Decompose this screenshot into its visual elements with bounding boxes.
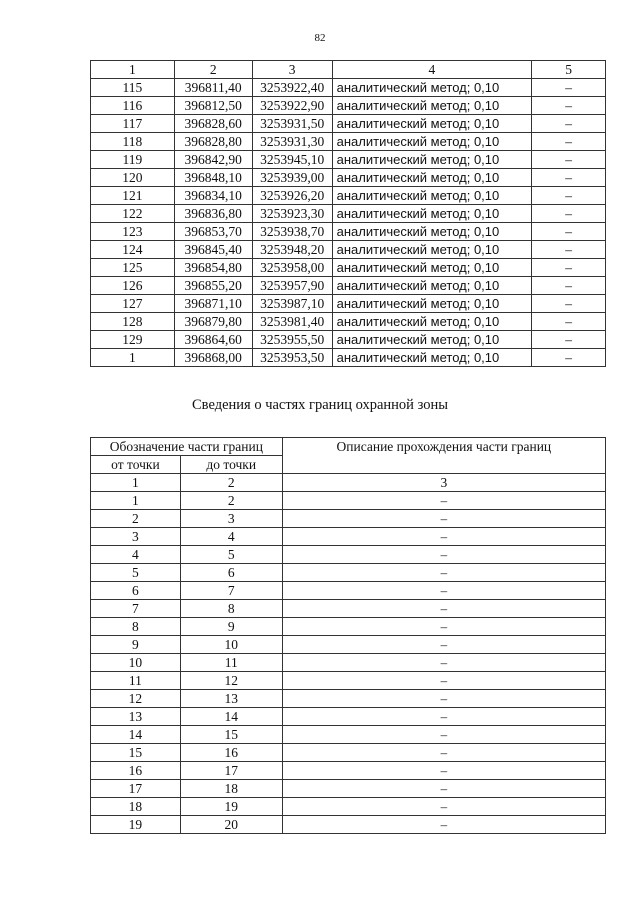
to-point-cell: 6	[180, 564, 282, 582]
point-number-cell: 121	[91, 187, 175, 205]
x-coordinate-cell: 396842,90	[174, 151, 252, 169]
boundary-description-cell: –	[282, 744, 605, 762]
boundary-description-cell: –	[282, 726, 605, 744]
description-cell: –	[532, 241, 606, 259]
description-cell: –	[532, 79, 606, 97]
from-point-cell: 10	[91, 654, 181, 672]
point-number-cell: 117	[91, 115, 175, 133]
x-coordinate-cell: 396879,80	[174, 313, 252, 331]
x-coordinate-cell: 396848,10	[174, 169, 252, 187]
description-cell: –	[532, 331, 606, 349]
col-header-2: 2	[174, 61, 252, 79]
method-accuracy-cell: аналитический метод; 0,10	[332, 97, 532, 115]
x-coordinate-cell: 396854,80	[174, 259, 252, 277]
table-row	[91, 618, 606, 636]
point-number-cell: 118	[91, 133, 175, 151]
boundary-description-cell: –	[282, 654, 605, 672]
y-coordinate-cell: 3253926,20	[252, 187, 332, 205]
y-coordinate-cell: 3253953,50	[252, 349, 332, 367]
table-row	[91, 277, 606, 295]
description-cell: –	[532, 133, 606, 151]
x-coordinate-cell: 396811,40	[174, 79, 252, 97]
from-point-cell: 1	[91, 492, 181, 510]
from-point-cell: 2	[91, 510, 181, 528]
boundary-description-header: Описание прохождения части границ	[282, 438, 605, 474]
to-point-cell: 15	[180, 726, 282, 744]
method-accuracy-cell: аналитический метод; 0,10	[332, 223, 532, 241]
point-number-cell: 120	[91, 169, 175, 187]
parts-col-number-3: 3	[282, 474, 605, 492]
table-row	[91, 259, 606, 277]
description-cell: –	[532, 169, 606, 187]
table-row	[91, 744, 606, 762]
to-point-cell: 10	[180, 636, 282, 654]
point-number-cell: 123	[91, 223, 175, 241]
description-cell: –	[532, 115, 606, 133]
description-cell: –	[532, 259, 606, 277]
table-row	[91, 546, 606, 564]
table-row	[91, 97, 606, 115]
from-point-cell: 19	[91, 816, 181, 834]
method-accuracy-cell: аналитический метод; 0,10	[332, 295, 532, 313]
table-row	[91, 295, 606, 313]
to-point-cell: 5	[180, 546, 282, 564]
x-coordinate-cell: 396834,10	[174, 187, 252, 205]
table-row	[91, 726, 606, 744]
section-title: Сведения о частях границ охранной зоны	[192, 397, 448, 413]
from-point-header: от точки	[91, 456, 181, 474]
from-point-cell: 5	[91, 564, 181, 582]
point-number-cell: 119	[91, 151, 175, 169]
y-coordinate-cell: 3253939,00	[252, 169, 332, 187]
from-point-cell: 7	[91, 600, 181, 618]
to-point-cell: 16	[180, 744, 282, 762]
table-row	[91, 600, 606, 618]
boundary-description-cell: –	[282, 582, 605, 600]
to-point-cell: 18	[180, 780, 282, 798]
boundary-description-cell: –	[282, 816, 605, 834]
table-row	[91, 133, 606, 151]
description-cell: –	[532, 151, 606, 169]
y-coordinate-cell: 3253938,70	[252, 223, 332, 241]
x-coordinate-cell: 396845,40	[174, 241, 252, 259]
to-point-cell: 9	[180, 618, 282, 636]
to-point-cell: 13	[180, 690, 282, 708]
point-number-cell: 116	[91, 97, 175, 115]
y-coordinate-cell: 3253955,50	[252, 331, 332, 349]
y-coordinate-cell: 3253931,50	[252, 115, 332, 133]
from-point-cell: 9	[91, 636, 181, 654]
point-number-cell: 127	[91, 295, 175, 313]
description-cell: –	[532, 349, 606, 367]
boundary-description-cell: –	[282, 672, 605, 690]
y-coordinate-cell: 3253922,40	[252, 79, 332, 97]
from-point-cell: 16	[91, 762, 181, 780]
parts-col-number-1: 1	[91, 474, 181, 492]
method-accuracy-cell: аналитический метод; 0,10	[332, 205, 532, 223]
method-accuracy-cell: аналитический метод; 0,10	[332, 259, 532, 277]
table-row	[91, 331, 606, 349]
col-header-5: 5	[532, 61, 606, 79]
point-number-cell: 124	[91, 241, 175, 259]
boundary-parts-table	[90, 437, 606, 834]
boundary-description-cell: –	[282, 528, 605, 546]
description-cell: –	[532, 187, 606, 205]
boundary-description-cell: –	[282, 762, 605, 780]
to-point-cell: 12	[180, 672, 282, 690]
x-coordinate-cell: 396855,20	[174, 277, 252, 295]
table-row	[91, 151, 606, 169]
page-number: 82	[314, 32, 326, 44]
x-coordinate-cell: 396868,00	[174, 349, 252, 367]
boundary-description-cell: –	[282, 708, 605, 726]
table-row	[91, 762, 606, 780]
x-coordinate-cell: 396828,80	[174, 133, 252, 151]
table-row	[91, 349, 606, 367]
table-row	[91, 708, 606, 726]
from-point-cell: 15	[91, 744, 181, 762]
col-header-4: 4	[332, 61, 532, 79]
table-row	[91, 510, 606, 528]
description-cell: –	[532, 295, 606, 313]
boundary-description-cell: –	[282, 690, 605, 708]
to-point-cell: 20	[180, 816, 282, 834]
method-accuracy-cell: аналитический метод; 0,10	[332, 151, 532, 169]
to-point-cell: 2	[180, 492, 282, 510]
method-accuracy-cell: аналитический метод; 0,10	[332, 241, 532, 259]
x-coordinate-cell: 396836,80	[174, 205, 252, 223]
method-accuracy-cell: аналитический метод; 0,10	[332, 79, 532, 97]
table-row	[91, 241, 606, 259]
method-accuracy-cell: аналитический метод; 0,10	[332, 313, 532, 331]
description-cell: –	[532, 313, 606, 331]
from-point-cell: 14	[91, 726, 181, 744]
table-row	[91, 582, 606, 600]
description-cell: –	[532, 277, 606, 295]
boundary-description-cell: –	[282, 636, 605, 654]
to-point-cell: 11	[180, 654, 282, 672]
coordinates-table	[90, 60, 606, 367]
table-row	[91, 564, 606, 582]
table-row	[91, 654, 606, 672]
point-number-cell: 125	[91, 259, 175, 277]
method-accuracy-cell: аналитический метод; 0,10	[332, 187, 532, 205]
x-coordinate-cell: 396871,10	[174, 295, 252, 313]
y-coordinate-cell: 3253981,40	[252, 313, 332, 331]
from-point-cell: 3	[91, 528, 181, 546]
method-accuracy-cell: аналитический метод; 0,10	[332, 349, 532, 367]
table-row	[91, 187, 606, 205]
table-row	[91, 690, 606, 708]
to-point-cell: 14	[180, 708, 282, 726]
boundary-part-designation-header: Обозначение части границ	[91, 438, 283, 456]
table-row	[91, 798, 606, 816]
y-coordinate-cell: 3253987,10	[252, 295, 332, 313]
to-point-cell: 3	[180, 510, 282, 528]
to-point-header: до точки	[180, 456, 282, 474]
table-row	[91, 528, 606, 546]
method-accuracy-cell: аналитический метод; 0,10	[332, 277, 532, 295]
boundary-description-cell: –	[282, 492, 605, 510]
from-point-cell: 18	[91, 798, 181, 816]
to-point-cell: 4	[180, 528, 282, 546]
parts-group-header-row	[91, 438, 606, 456]
x-coordinate-cell: 396864,60	[174, 331, 252, 349]
x-coordinate-cell: 396853,70	[174, 223, 252, 241]
point-number-cell: 126	[91, 277, 175, 295]
table-row	[91, 636, 606, 654]
coordinates-header-row	[91, 61, 606, 79]
boundary-description-cell: –	[282, 798, 605, 816]
boundary-description-cell: –	[282, 510, 605, 528]
method-accuracy-cell: аналитический метод; 0,10	[332, 169, 532, 187]
y-coordinate-cell: 3253948,20	[252, 241, 332, 259]
point-number-cell: 115	[91, 79, 175, 97]
description-cell: –	[532, 223, 606, 241]
boundary-description-cell: –	[282, 546, 605, 564]
description-cell: –	[532, 97, 606, 115]
point-number-cell: 1	[91, 349, 175, 367]
method-accuracy-cell: аналитический метод; 0,10	[332, 331, 532, 349]
table-row	[91, 313, 606, 331]
y-coordinate-cell: 3253945,10	[252, 151, 332, 169]
table-row	[91, 223, 606, 241]
table-row	[91, 205, 606, 223]
from-point-cell: 6	[91, 582, 181, 600]
col-header-3: 3	[252, 61, 332, 79]
boundary-description-cell: –	[282, 618, 605, 636]
col-header-1: 1	[91, 61, 175, 79]
table-row	[91, 169, 606, 187]
point-number-cell: 129	[91, 331, 175, 349]
y-coordinate-cell: 3253922,90	[252, 97, 332, 115]
table-row	[91, 79, 606, 97]
table-row	[91, 816, 606, 834]
to-point-cell: 7	[180, 582, 282, 600]
from-point-cell: 12	[91, 690, 181, 708]
x-coordinate-cell: 396812,50	[174, 97, 252, 115]
from-point-cell: 11	[91, 672, 181, 690]
parts-col-number-2: 2	[180, 474, 282, 492]
from-point-cell: 17	[91, 780, 181, 798]
from-point-cell: 4	[91, 546, 181, 564]
method-accuracy-cell: аналитический метод; 0,10	[332, 133, 532, 151]
description-cell: –	[532, 205, 606, 223]
boundary-description-cell: –	[282, 564, 605, 582]
method-accuracy-cell: аналитический метод; 0,10	[332, 115, 532, 133]
point-number-cell: 122	[91, 205, 175, 223]
table-row	[91, 115, 606, 133]
boundary-description-cell: –	[282, 600, 605, 618]
x-coordinate-cell: 396828,60	[174, 115, 252, 133]
table-row	[91, 780, 606, 798]
boundary-description-cell: –	[282, 780, 605, 798]
table-row	[91, 492, 606, 510]
from-point-cell: 8	[91, 618, 181, 636]
y-coordinate-cell: 3253958,00	[252, 259, 332, 277]
to-point-cell: 19	[180, 798, 282, 816]
y-coordinate-cell: 3253923,30	[252, 205, 332, 223]
to-point-cell: 8	[180, 600, 282, 618]
y-coordinate-cell: 3253957,90	[252, 277, 332, 295]
from-point-cell: 13	[91, 708, 181, 726]
point-number-cell: 128	[91, 313, 175, 331]
parts-number-row	[91, 474, 606, 492]
to-point-cell: 17	[180, 762, 282, 780]
y-coordinate-cell: 3253931,30	[252, 133, 332, 151]
table-row	[91, 672, 606, 690]
